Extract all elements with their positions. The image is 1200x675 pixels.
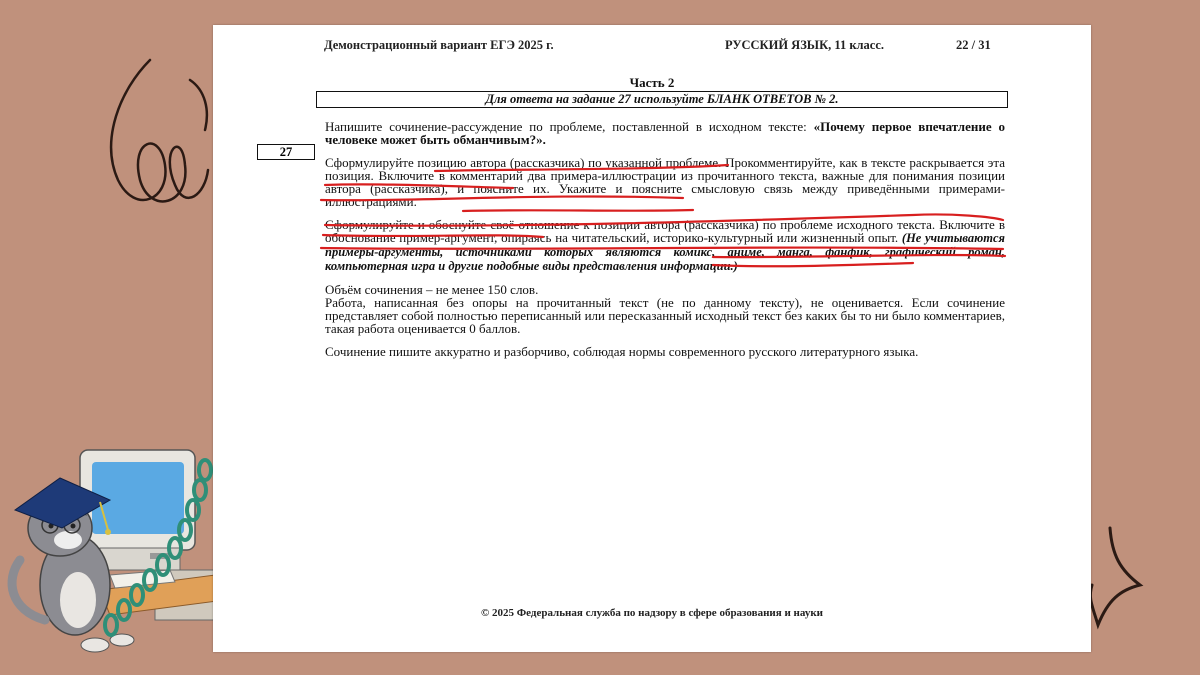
page-footer: © 2025 Федеральная служба по надзору в сфере образования и науки <box>480 607 823 619</box>
task-intro: Напишите сочинение-рассуждение по проблеме, поставленной в исходном тексте: <box>325 119 814 134</box>
doodle-star-icon <box>1090 528 1140 625</box>
task-attitude-text: Сформулируйте и обоснуйте своё отношение к позиции автора (рассказчика) по проблеме исходного текста. Включите в обоснование пример-аргумент, опираясь на читательский, историко-культурный или жизненный опыт. <box>325 217 1005 245</box>
task-volume-paragraph <box>325 283 1005 335</box>
part-title: Часть 2 <box>629 75 675 90</box>
header-page-number: 22 / 31 <box>956 38 991 52</box>
task-intro-paragraph <box>325 120 1005 146</box>
answer-instruction-box: Для ответа на задание 27 используйте БЛАНК ОТВЕТОВ № 2. <box>316 91 1008 108</box>
task-evaluation: Работа, написанная без опоры на прочитанный текст (не по данному тексту), не оценивается. Если сочинение представляет собой полностью переписанный или пересказанный исходный текст без каких бы то ни было комментариев, такая работа оценивается 0 баллов. <box>325 295 1005 336</box>
task-volume: Объём сочинения – не менее 150 слов. <box>325 282 539 297</box>
task-number-box: 27 <box>257 144 315 160</box>
task-attitude-paragraph <box>325 218 1005 273</box>
doodle-arc-icon <box>190 80 207 130</box>
task-neatness-paragraph: Сочинение пишите аккуратно и разборчиво, соблюдая нормы современного русского литературного языка. <box>325 344 919 359</box>
header-subject: РУССКИЙ ЯЗЫК, 11 класс. <box>725 38 885 52</box>
task-position-paragraph: Сформулируйте позицию автора (рассказчика) по указанной проблеме. Прокомментируйте, как в тексте раскрывается эта позиция. Включите в комментарий два примера-иллюстрации из прочитанного текста, важные для понимания позиции автора (рассказчика), и поясните их. Укажите и поясните смысловую связь между приведёнными примерами-иллюстрациями. <box>325 155 1005 209</box>
task-content <box>325 120 1005 368</box>
cat-at-computer-icon <box>12 450 225 652</box>
task-attitude-note: (Не учитываются примеры-аргументы, источниками которых являются комикс, аниме, манга, фанфик, графический роман, компьютерная игра и другие подобные виды представления информации.) <box>325 231 1005 273</box>
header-demo-version: Демонстрационный вариант ЕГЭ 2025 г. <box>324 38 554 52</box>
exam-page <box>213 25 1091 652</box>
task-problem: «Почему первое впечатление о человеке может быть обманчивым?». <box>325 119 1005 147</box>
